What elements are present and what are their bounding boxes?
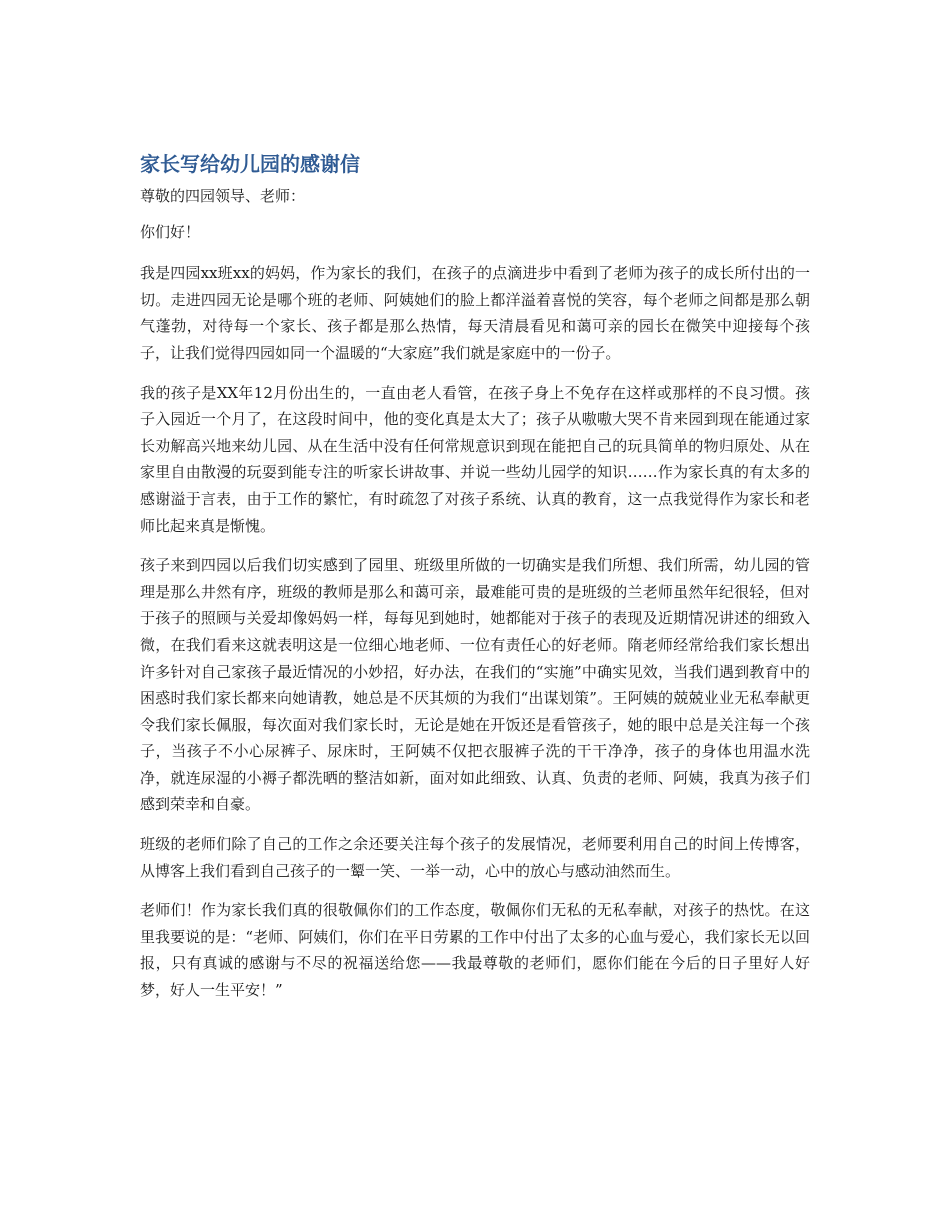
letter-page	[140, 145, 810, 1017]
body-paragraph-4: 班级的老师们除了自己的工作之余还要关注每个孩子的发展情况，老师要利用自己的时间上传博客，从博客上我们看到自己孩子的一颦一笑、一举一动，心中的放心与感动油然而生。	[140, 835, 810, 880]
body-paragraph-2: 我的孩子是XX年12月份出生的，一直由老人看管，在孩子身上不免存在这样或那样的不良习惯。孩子入园近一个月了，在这段时间中，他的变化真是太大了；孩子从嗷嗷大哭不肯来园到现在能通过家长劝解高兴地来幼儿园、从在生活中没有任何常规意识到现在能把自己的玩具简单的物归原处、从在家里自由散漫的玩耍到能专注的听家长讲故事、并说一些幼儿园学的知识……作为家长真的有太多的感谢溢于言表，由于工作的繁忙，有时疏忽了对孩子系统、认真的教育，这一点我觉得作为家长和老师比起来真是惭愧。	[140, 383, 810, 535]
body-paragraph-3: 孩子来到四园以后我们切实感到了园里、班级里所做的一切确实是我们所想、我们所需，幼儿园的管理是那么井然有序，班级的教师是那么和蔼可亲，最难能可贵的是班级的兰老师虽然年纪很轻，但对于孩子的照顾与关爱却像妈妈一样，每每见到她时，她都能对于孩子的表现及近期情况讲述的细致入微，在我们看来这就表明这是一位细心地老师、一位有责任心的好老师。隋老师经常给我们家长想出许多针对自己家孩子最近情况的小妙招，好办法，在我们的“实施”中确实见效，当我们遇到教育中的困惑时我们家长都来向她请教，她总是不厌其烦的为我们“出谋划策”。王阿姨的兢兢业业无私奉献更令我们家长佩服，每次面对我们家长时，无论是她在开饭还是看管孩子，她的眼中总是关注每一个孩子，当孩子不小心尿裤子、尿床时，王阿姨不仅把衣服裤子洗的干干净净，孩子的身体也用温水洗净，就连尿湿的小褥子都洗晒的整洁如新，面对如此细致、认真、负责的老师、阿姨，我真为孩子们感到荣幸和自豪。	[140, 556, 810, 814]
letter-title: 家长写给幼儿园的感谢信	[140, 152, 360, 176]
salutation: 尊敬的四园领导、老师：	[140, 187, 306, 205]
body-paragraph-1: 我是四园xx班xx的妈妈，作为家长的我们，在孩子的点滴进步中看到了老师为孩子的成长所付出的一切。走进四园无论是哪个班的老师、阿姨她们的脸上都洋溢着喜悦的笑容，每个老师之间都是那么朝气蓬勃，对待每一个家长、孩子都是那么热情，每天清晨看见和蔼可亲的园长在微笑中迎接每个孩子，让我们觉得四园如同一个温暖的“大家庭”我们就是家庭中的一份子。	[140, 264, 810, 362]
greeting: 你们好！	[140, 222, 201, 241]
body-paragraph-5: 老师们！作为家长我们真的很敬佩你们的工作态度，敬佩你们无私的无私奉献，对孩子的热忱。在这里我要说的是：“老师、阿姨们，你们在平日劳累的工作中付出了太多的心血与爱心，我们家长无以回报，只有真诚的感谢与不尽的祝福送给您——我最尊敬的老师们，愿你们能在今后的日子里好人好梦，好人一生平安！”	[140, 901, 810, 1000]
